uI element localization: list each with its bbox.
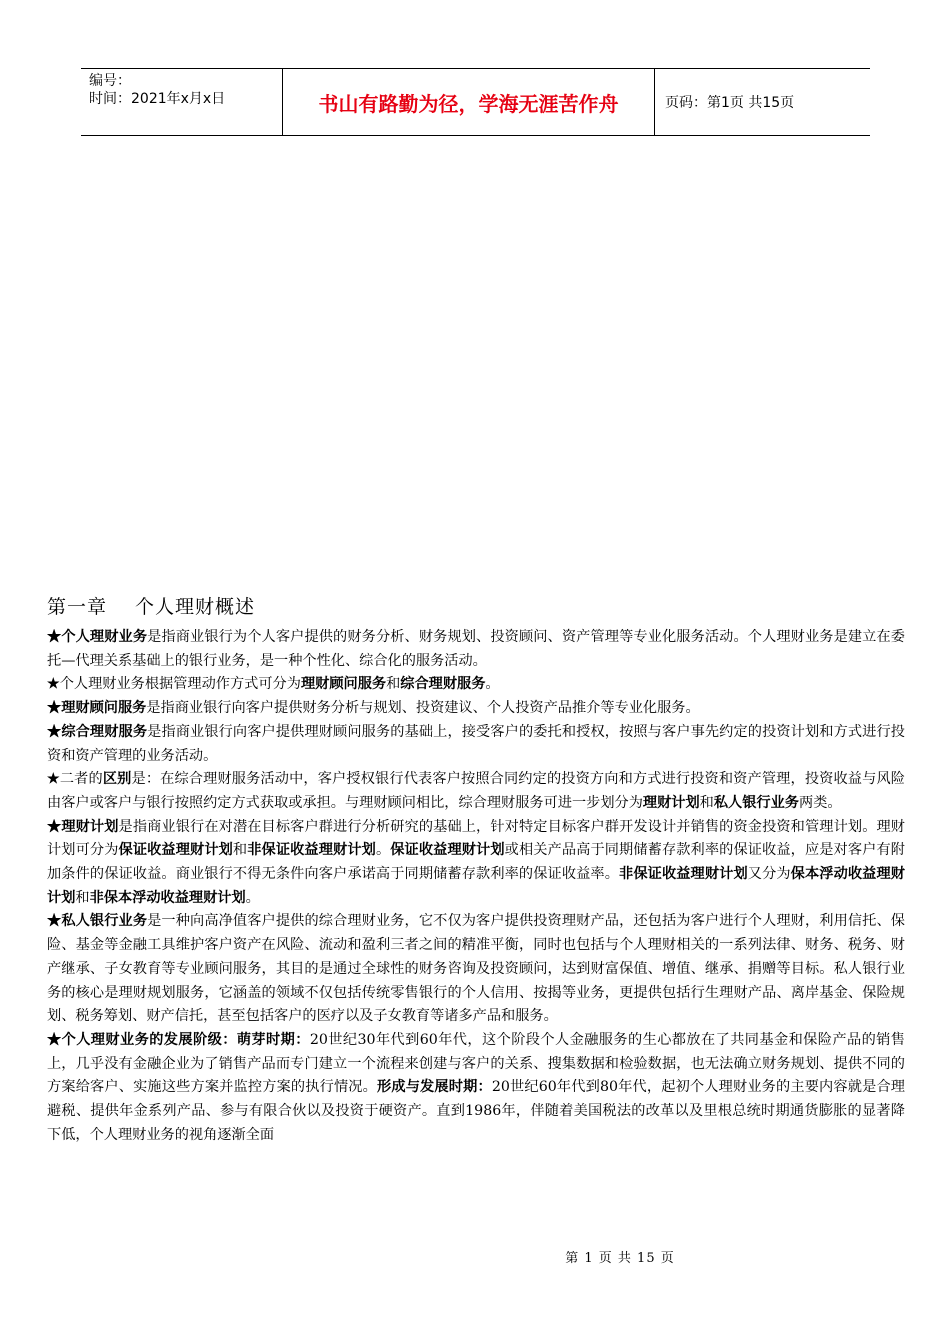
page-footer: 第 1 页 共 15 页 xyxy=(565,1251,675,1266)
paragraph-text: 是指商业银行在对潜在目标客户群进行分析研究的基础上，针对特定目标客户群开发设计并销售的资金投资和管理计划。理财计划可分为 xyxy=(47,818,905,859)
header-page-info: 页码：第1页 共15页 xyxy=(665,95,795,111)
header-motto: 书山有路勤为径，学海无涯苦作舟 xyxy=(283,69,655,135)
chapter-name: 个人理财概述 xyxy=(135,596,256,618)
paragraph-text: 又分为 xyxy=(747,866,791,883)
term-bold: 理财顾问服务 xyxy=(61,700,147,717)
star-icon: ★ xyxy=(47,676,60,693)
star-icon: ★ xyxy=(47,913,62,930)
paragraph-development-stages xyxy=(47,1029,905,1148)
star-icon: ★ xyxy=(47,1031,62,1048)
term-bold: 保证收益理财计划 xyxy=(118,842,233,859)
header-meta-cell xyxy=(81,69,283,135)
paragraph-text: 和 xyxy=(232,842,248,859)
header-table xyxy=(81,68,870,136)
paragraph-text: 。 xyxy=(485,676,500,693)
star-icon: ★ xyxy=(47,723,62,740)
paragraph-text: 或相关产品高于同期储蓄存款利率的保证收益，应是对客户有附加条件的保证收益。商业银行不得无条件向客户承诺高于同期储蓄存款利率的保证收益率。 xyxy=(47,842,905,883)
term-bold: 个人理财业务 xyxy=(61,629,148,645)
paragraph-text: 和 xyxy=(75,889,90,906)
term-bold: 私人银行业务 xyxy=(61,913,148,930)
paragraph-text: 是指商业银行向客户提供财务分析与规划、投资建议、个人投资产品推介等专业化服务。 xyxy=(146,700,700,717)
chapter-number: 第一章 xyxy=(47,596,108,618)
document-time-label: 时间：2021年x月x日 xyxy=(89,91,226,107)
term-bold: 保本浮动收益理财计划 xyxy=(47,866,905,906)
paragraph-text: 。 xyxy=(375,842,391,859)
term-bold: 综合理财服务 xyxy=(400,676,486,693)
paragraph-difference xyxy=(47,768,905,815)
term-bold: 形成与发展时期： xyxy=(377,1079,492,1096)
term-bold: 区别 xyxy=(102,771,132,788)
term-bold: 理财顾问服务 xyxy=(300,676,387,693)
paragraph-text: 。 xyxy=(245,889,260,906)
paragraph-personal-finance xyxy=(47,626,905,673)
paragraph-text: 是指商业银行为个人客户提供的财务分析、财务规划、投资顾问、资产管理等专业化服务活动。个人理财业务是建立在委托—代理关系基础上的银行业务，是一种个性化、综合化的服务活动。 xyxy=(47,629,905,669)
paragraph-text: 和 xyxy=(699,794,714,811)
term-bold: 私人银行业务 xyxy=(713,794,799,811)
paragraph-private-banking xyxy=(47,910,905,1029)
chapter-title xyxy=(47,592,255,619)
paragraph-text: 是一种向高净值客户提供的综合理财业务，它不仅为客户提供投资理财产品，还包括为客户进行个人理财，利用信托、保险、基金等金融工具维护客户资产在风险、流动和盈利三者之间的精准平衡，同时也包括与个人理财相关的一系列法律、财务、税务、财产继承、子女教育等专业顾问服务，其目的是通过全球性的财务咨询及投资顾问，达到财富保值、增值、继承、捐赠等目标。私人银行业务的核心是理财规划服务，它涵盖的领域不仅包括传统零售银行的个人信用、按揭等业务，更提供包括行生理财产品、离岸基金、保险规划、税务筹划、财产信托，甚至包括客户的医疗以及子女教育等诸多产品和服务。 xyxy=(47,913,905,1025)
paragraph-text: 二者的 xyxy=(59,771,103,788)
paragraph-text: 和 xyxy=(386,676,401,693)
term-bold: 非保证收益理财计划 xyxy=(247,842,376,859)
paragraph-text: 20世纪30年代到60年代，这个阶段个人金融服务的生心都放在了共同基金和保险产品的销售上，几乎没有金融企业为了销售产品而专门建立一个流程来创建与客户的关系、搜集数据和检验数据，也无法确立财务规划、提供不同的方案给客户、实施这些方案并监控方案的执行情况。 xyxy=(47,1031,905,1096)
document-number-label: 编号： xyxy=(89,73,131,89)
paragraph-financial-plan xyxy=(47,816,905,911)
paragraph-classification xyxy=(47,673,905,697)
paragraph-text: 是：在综合理财服务活动中，客户授权银行代表客户按照合同约定的投资方向和方式进行投资和资产管理，投资收益与风险由客户或客户与银行按照约定方式获取或承担。与理财顾问相比，综合理财服务可进一步划分为 xyxy=(47,771,905,811)
term-bold: 综合理财服务 xyxy=(61,723,148,740)
term-bold: 非保证收益理财计划 xyxy=(619,866,748,883)
star-icon: ★ xyxy=(47,818,62,835)
body-text xyxy=(47,626,905,1147)
paragraph-comprehensive-service xyxy=(47,721,905,768)
star-icon: ★ xyxy=(47,700,62,717)
term-bold: 非保本浮动收益理财计划 xyxy=(89,889,246,906)
term-bold: 个人理财业务的发展阶级： xyxy=(61,1031,237,1048)
term-bold: 保证收益理财计划 xyxy=(390,842,505,859)
term-bold: 理财计划 xyxy=(61,818,119,835)
star-icon: ★ xyxy=(47,771,60,788)
paragraph-text: 两类。 xyxy=(799,794,842,811)
paragraph-text: 20世纪60年代到80年代，起初个人理财业务的主要内容就是合理避税、提供年金系列产品、参与有限合伙以及投资于硬资产。直到1986年，伴随着美国税法的改革以及里根总统时期通货膨胀的显著降下低，个人理财业务的视角逐渐全面 xyxy=(47,1079,905,1143)
paragraph-text: 个人理财业务根据管理动作方式可分为 xyxy=(59,676,301,693)
star-icon: ★ xyxy=(47,629,62,645)
paragraph-advisory-service xyxy=(47,697,905,721)
paragraph-text: 是指商业银行向客户提供理财顾问服务的基础上，接受客户的委托和授权，按照与客户事先约定的投资计划和方式进行投资和资产管理的业务活动。 xyxy=(47,723,905,764)
term-bold: 萌芽时期： xyxy=(236,1031,310,1048)
term-bold: 理财计划 xyxy=(642,794,700,811)
